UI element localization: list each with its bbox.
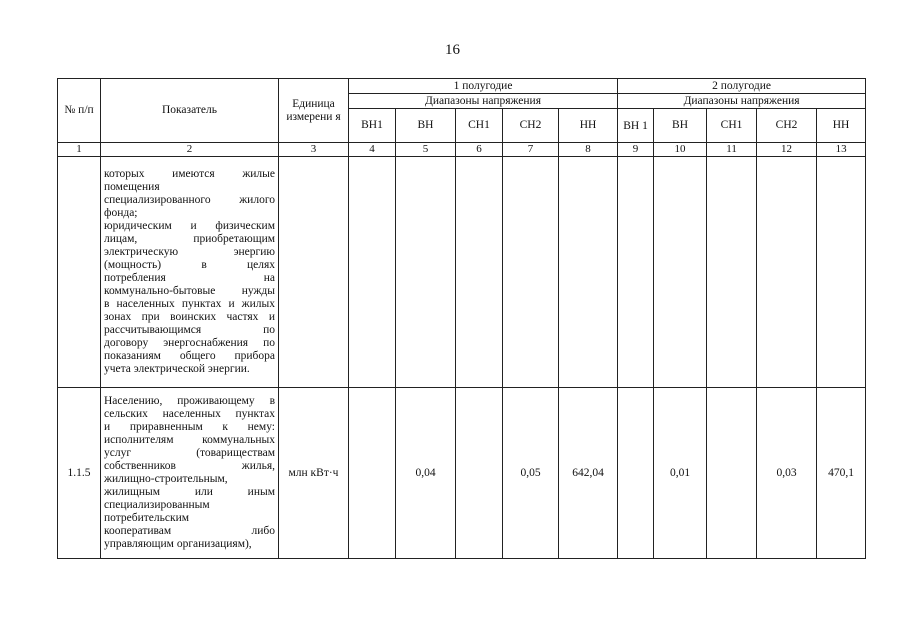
header-sub-cell: СН1: [707, 109, 757, 143]
description-line: управляющим организациям),: [104, 538, 252, 550]
description-line: жилищным или иным: [104, 486, 275, 498]
description-line: зонах при воинских частях и: [104, 311, 275, 323]
description-line: электрическую энергию: [104, 246, 275, 258]
column-number-cell: 4: [349, 143, 396, 157]
description-line: договору энергоснабжения по: [104, 337, 275, 349]
header-half2: 2 полугодие: [618, 79, 866, 94]
table-row: [58, 388, 866, 559]
description-line: специализированным: [104, 499, 210, 511]
value-cell: [456, 388, 503, 559]
header-half1: 1 полугодие: [349, 79, 618, 94]
header-voltage-ranges-2: Диапазоны напряжения: [618, 94, 866, 109]
description-line: и приравненным к нему:: [104, 421, 275, 433]
description-line: потребительским: [104, 512, 190, 524]
column-number-cell: 2: [101, 143, 279, 157]
header-sub-cell: СН2: [757, 109, 817, 143]
value-cell: [707, 157, 757, 388]
column-number-cell: 9: [618, 143, 654, 157]
value-cell: [456, 157, 503, 388]
header-sub-cell: ВН: [396, 109, 456, 143]
row-unit: [279, 157, 349, 388]
column-number-cell: 11: [707, 143, 757, 157]
value-cell: [503, 157, 559, 388]
value-cell: 0,01: [654, 388, 707, 559]
value-cell: [349, 157, 396, 388]
column-number-cell: 5: [396, 143, 456, 157]
value-cell: 0,03: [757, 388, 817, 559]
row-description: [101, 157, 279, 388]
description-line: показаниям общего прибора: [104, 350, 275, 362]
description-line: потребления на: [104, 272, 275, 284]
value-cell: 470,1: [817, 388, 866, 559]
header-indicator: Показатель: [101, 79, 279, 143]
header-unit: Единица измерени я: [279, 79, 349, 143]
row-description: [101, 388, 279, 559]
description-line: специализированного жилого: [104, 194, 275, 206]
header-sub-cell: ВН 1: [618, 109, 654, 143]
value-cell: 0,04: [396, 388, 456, 559]
value-cell: [396, 157, 456, 388]
column-number-cell: 3: [279, 143, 349, 157]
column-number-cell: 7: [503, 143, 559, 157]
description-line: которых имеются жилые: [104, 168, 275, 180]
header-sub-cell: НН: [817, 109, 866, 143]
column-number-cell: 12: [757, 143, 817, 157]
row-number: [58, 157, 101, 388]
description-line: фонда;: [104, 207, 138, 219]
description-line: жилищно-строительным,: [104, 473, 228, 485]
page-number: 16: [445, 42, 460, 58]
description-line: собственников жилья,: [104, 460, 275, 472]
description-line: услуг (товариществам: [104, 447, 275, 459]
description-line: юридическим и физическим: [104, 220, 275, 232]
header-voltage-ranges-1: Диапазоны напряжения: [349, 94, 618, 109]
header-sub-cell: НН: [559, 109, 618, 143]
description-line: Населению, проживающему в: [104, 395, 275, 407]
description-line: исполнителям коммунальных: [104, 434, 275, 446]
value-cell: 0,05: [503, 388, 559, 559]
header-sub-cell: ВН1: [349, 109, 396, 143]
header-sub-cell: СН1: [456, 109, 503, 143]
description-line: в населенных пунктах и жилых: [104, 298, 275, 310]
value-cell: [654, 157, 707, 388]
value-cell: [559, 157, 618, 388]
column-number-cell: 6: [456, 143, 503, 157]
column-number-cell: 10: [654, 143, 707, 157]
value-cell: [349, 388, 396, 559]
header-sub-cell: ВН: [654, 109, 707, 143]
tariff-table: [57, 78, 866, 559]
column-number-cell: 13: [817, 143, 866, 157]
description-line: рассчитывающимся по: [104, 324, 275, 336]
description-line: сельских населенных пунктах: [104, 408, 275, 420]
header-num: № п/п: [58, 79, 101, 143]
row-number: 1.1.5: [58, 388, 101, 559]
description-line: коммунально-бытовые нужды: [104, 285, 275, 297]
header-sub-cell: СН2: [503, 109, 559, 143]
column-number-cell: 8: [559, 143, 618, 157]
value-cell: 642,04: [559, 388, 618, 559]
description-line: учета электрической энергии.: [104, 363, 250, 375]
table-row: [58, 157, 866, 388]
value-cell: [618, 388, 654, 559]
value-cell: [707, 388, 757, 559]
description-line: лицам, приобретающим: [104, 233, 275, 245]
column-number-cell: 1: [58, 143, 101, 157]
description-line: кооперативам либо: [104, 525, 275, 537]
value-cell: [757, 157, 817, 388]
value-cell: [817, 157, 866, 388]
description-line: помещения: [104, 181, 160, 193]
row-unit: млн кВт·ч: [279, 388, 349, 559]
value-cell: [618, 157, 654, 388]
column-number-row: [58, 143, 866, 157]
description-line: (мощность) в целях: [104, 259, 275, 271]
